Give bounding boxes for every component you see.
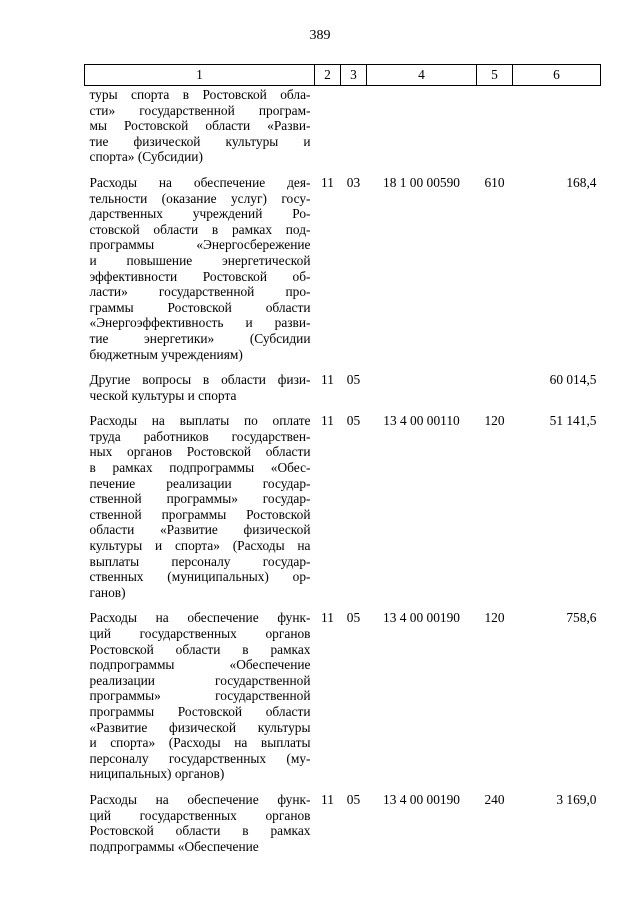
section-code bbox=[315, 86, 341, 175]
column-header-4: 4 bbox=[367, 65, 477, 86]
section-code: 11 bbox=[321, 174, 334, 190]
expense-name bbox=[85, 792, 315, 864]
expense-name-line: и повышение энергетической bbox=[89, 252, 311, 268]
expense-name-line: ласти» государственной про- bbox=[89, 284, 311, 300]
expense-name-line: «Развитие физической культуры bbox=[89, 719, 311, 735]
target-article-code: 18 1 00 00590 bbox=[383, 174, 460, 190]
expense-name-line: ственной программы Ростовской bbox=[89, 506, 311, 522]
section-code: 11 bbox=[321, 610, 334, 626]
expense-name-line: бюджетным учреждениям) bbox=[89, 346, 243, 362]
amount: 168,4 bbox=[566, 174, 597, 190]
expense-name-line: ных органов Ростовской области bbox=[89, 444, 311, 460]
amount: 758,6 bbox=[566, 610, 597, 626]
expense-name-line: ганов) bbox=[89, 584, 126, 600]
expense-name-line: реализации государственной bbox=[89, 672, 311, 688]
table-row bbox=[85, 86, 601, 175]
expense-type-code: 120 bbox=[484, 413, 505, 429]
table-row bbox=[85, 792, 601, 864]
table-row bbox=[85, 413, 601, 610]
subsection-code bbox=[341, 86, 367, 175]
expense-name-line: тие физической культуры и bbox=[89, 133, 311, 149]
budget-table bbox=[84, 64, 601, 864]
target-article-code bbox=[367, 86, 477, 175]
expense-name-line: ственной программы» государ- bbox=[89, 491, 311, 507]
subsection-code: 05 bbox=[346, 791, 361, 807]
expense-name-line: ниципальных) органов) bbox=[89, 766, 225, 782]
table-row bbox=[85, 372, 601, 413]
expense-name-line: выплаты персоналу государ- bbox=[89, 553, 311, 569]
expense-name-line: ственных (муниципальных) ор- bbox=[89, 569, 311, 585]
expense-name-line: Расходы на выплаты по оплате bbox=[89, 413, 311, 429]
target-article-code bbox=[367, 372, 477, 413]
expense-name-line: Ростовской области в рамках bbox=[89, 823, 311, 839]
expense-name-line: программы» государственной bbox=[89, 688, 311, 704]
amount bbox=[513, 86, 601, 175]
expense-name-line: сти» государственной програм- bbox=[89, 102, 311, 118]
table-body bbox=[85, 86, 601, 865]
expense-name bbox=[85, 413, 315, 610]
expense-name-line: ций государственных органов bbox=[89, 626, 311, 641]
column-header-1: 1 bbox=[85, 65, 315, 86]
amount: 3 169,0 bbox=[556, 791, 597, 807]
expense-name-line: дарственных учреждений Ро- bbox=[89, 206, 311, 222]
expense-name-line: ций государственных органов bbox=[89, 807, 311, 823]
expense-name-line: подпрограммы «Обеспечение bbox=[89, 657, 311, 673]
target-article-code: 13 4 00 00190 bbox=[383, 791, 460, 807]
column-number-header bbox=[85, 65, 601, 86]
expense-name-line: программы Ростовской области bbox=[89, 703, 311, 719]
expense-name-line: подпрограммы «Обеспечение bbox=[89, 838, 259, 854]
table-row bbox=[85, 610, 601, 792]
expense-name-line: эффективности Ростовской об- bbox=[89, 268, 311, 284]
amount: 60 014,5 bbox=[549, 372, 597, 388]
subsection-code: 03 bbox=[346, 174, 361, 190]
expense-name-line: труда работников государствен- bbox=[89, 428, 311, 444]
column-header-2: 2 bbox=[315, 65, 341, 86]
column-header-3: 3 bbox=[341, 65, 367, 86]
target-article-code: 13 4 00 00110 bbox=[383, 413, 460, 429]
amount: 51 141,5 bbox=[549, 413, 597, 429]
subsection-code: 05 bbox=[346, 413, 361, 429]
expense-name-line: области «Развитие физической bbox=[89, 522, 311, 538]
expense-name bbox=[85, 372, 315, 413]
expense-name-line: спорта» (Субсидии) bbox=[89, 149, 203, 165]
expense-name bbox=[85, 86, 315, 175]
expense-name-line: тие энергетики» (Субсидии bbox=[89, 330, 311, 346]
expense-name-line: стовской области в рамках под- bbox=[89, 221, 311, 237]
section-code: 11 bbox=[321, 372, 334, 388]
expense-name-line: Расходы на обеспечение функ- bbox=[89, 791, 311, 807]
expense-name-line: граммы Ростовской области bbox=[89, 299, 311, 315]
column-header-6: 6 bbox=[513, 65, 601, 86]
expense-name-line: «Энергоэффективность и разви- bbox=[89, 315, 311, 331]
expense-type-code: 120 bbox=[484, 610, 505, 626]
target-article-code: 13 4 00 00190 bbox=[383, 610, 460, 626]
subsection-code: 05 bbox=[346, 372, 361, 388]
expense-name-line: программы «Энергосбережение bbox=[89, 237, 311, 253]
expense-name-line: персоналу государственных (му- bbox=[89, 750, 311, 766]
column-header-5: 5 bbox=[477, 65, 513, 86]
expense-name-line: туры спорта в Ростовской обла- bbox=[89, 87, 311, 102]
expense-name bbox=[85, 175, 315, 372]
subsection-code: 05 bbox=[346, 610, 361, 626]
expense-type-code bbox=[477, 372, 513, 413]
section-code: 11 bbox=[321, 791, 334, 807]
expense-name-line: ческой культуры и спорта bbox=[89, 387, 237, 403]
expense-name-line: Другие вопросы в области физи- bbox=[89, 372, 311, 388]
expense-name-line: Расходы на обеспечение функ- bbox=[89, 610, 311, 626]
expense-type-code: 610 bbox=[484, 174, 505, 190]
expense-name-line: печение реализации государ- bbox=[89, 475, 311, 491]
section-code: 11 bbox=[321, 413, 334, 429]
page-number: 389 bbox=[309, 28, 331, 43]
expense-name-line: мы Ростовской области «Разви- bbox=[89, 118, 311, 134]
expense-type-code bbox=[477, 86, 513, 175]
expense-name-line: тельности (оказание услуг) госу- bbox=[89, 190, 311, 206]
expense-name-line: Ростовской области в рамках bbox=[89, 641, 311, 657]
expense-type-code: 240 bbox=[484, 791, 505, 807]
table-row bbox=[85, 175, 601, 372]
expense-name-line: и спорта» (Расходы на выплаты bbox=[89, 735, 311, 751]
expense-name bbox=[85, 610, 315, 792]
expense-name-line: культуры и спорта» (Расходы на bbox=[89, 538, 311, 554]
expense-name-line: в рамках подпрограммы «Обес- bbox=[89, 460, 311, 476]
expense-name-line: Расходы на обеспечение дея- bbox=[89, 174, 311, 190]
